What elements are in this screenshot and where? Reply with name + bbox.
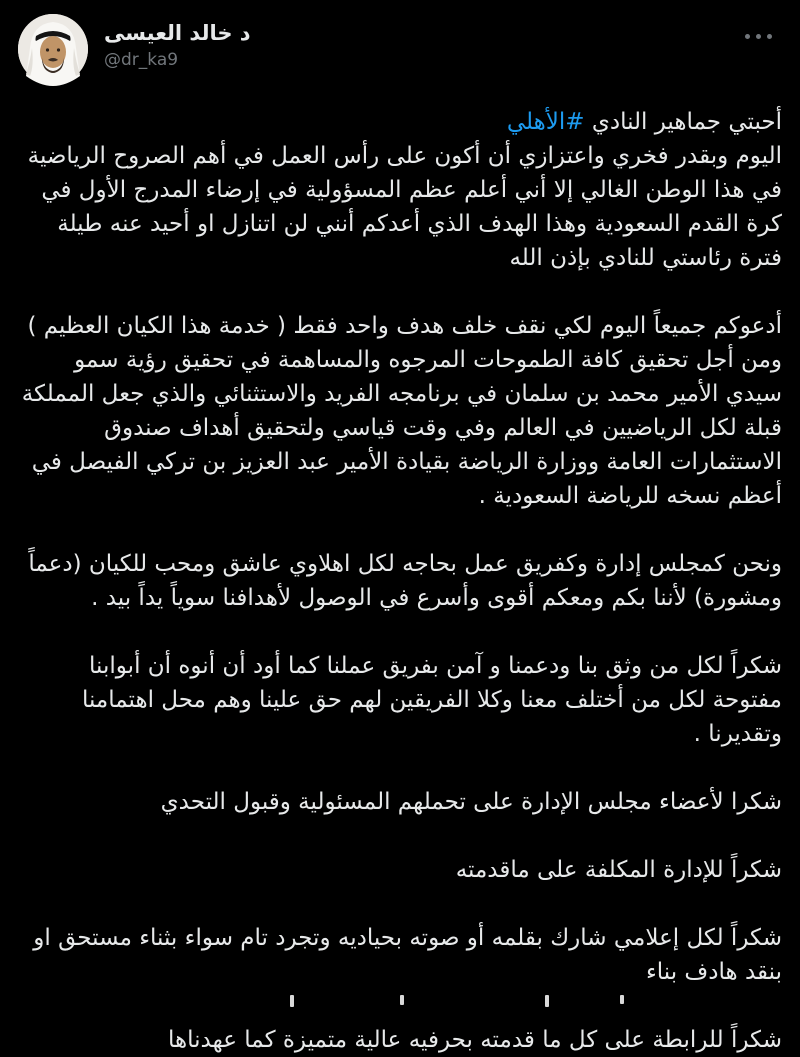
clipped-glyph	[290, 995, 294, 1007]
avatar-image	[18, 14, 88, 84]
tweet-paragraph: شكراً للإدارة المكلفة على ماقدمته	[455, 857, 782, 883]
display-name: د خالد العيسى	[104, 21, 251, 45]
tweet-paragraph: شكراً لكل من وثق بنا ودعمنا و آمن بفريق عملنا كما أود أن أنوه أن أبوابنا مفتوحة لكل من أختلف معنا وكلا الفريقين لهم حق علينا وهم محل اهتمامنا وتقديرنا .	[81, 653, 782, 747]
greeting-text: أحبتي جماهير النادي	[584, 109, 782, 135]
clipped-next-line	[0, 995, 800, 1009]
tweet-paragraph: شكراً لكل إعلامي شارك بقلمه أو صوته بحياديه وتجرد تام سواء بثناء مستحق او بنقد هادف بناء	[33, 925, 782, 985]
more-dot	[767, 34, 772, 39]
user-handle: @dr_ka9	[104, 50, 179, 71]
tweet-body	[0, 105, 800, 1057]
tweet-paragraph: ونحن كمجلس إدارة وكفريق عمل بحاجه لكل اهلاوي عاشق ومحب للكيان (دعماً ومشورة) لأننا بكم ومعكم أقوى وأسرع في الوصول لأهدافنا سوياً يداً بيد .	[28, 551, 782, 611]
hashtag-link[interactable]: #الأهلي	[506, 109, 585, 135]
user-names[interactable]	[104, 14, 251, 71]
tweet-paragraphs	[18, 309, 782, 1057]
clipped-glyph	[400, 995, 404, 1005]
more-dot	[745, 34, 750, 39]
more-horizontal-icon[interactable]	[741, 30, 776, 43]
clipped-glyph	[620, 995, 624, 1004]
intro-text: اليوم وبقدر فخري واعتزازي أن أكون على رأس العمل في أهم الصروح الرياضية في هذا الوطن الغالي إلا أني أعلم عظم المسؤولية في إرضاء المدرج الأول في كرة القدم السعودية وهذا الهدف الذي أعدكم أنني لن اتنازل او أحيد عنه طيلة فترة رئاستي للنادي بإذن الله	[27, 143, 782, 271]
tweet-paragraph: أدعوكم جميعاً اليوم لكي نقف خلف هدف واحد فقط ( خدمة هذا الكيان العظيم ) ومن أجل تحقيق كافة الطموحات المرجوه والمساهمة في تحقيق رؤية سمو سيدي الأمير محمد بن سلمان في برنامجه الفريد والاستثنائي والذي جعل المملكة قبلة لكل الرياضيين في العالم وفي وقت قياسي ولتحقيق أهداف صندوق الاستثمارات العامة ووزارة الرياضة بقيادة الأمير عبد العزيز بن تركي الفيصل في أعظم نسخه للرياضة السعودية .	[21, 313, 782, 509]
clipped-glyph	[545, 995, 549, 1007]
tweet-paragraph: شكراً للرابطة على كل ما قدمته بحرفيه عالية متميزة كما عهدناها	[168, 1027, 782, 1053]
tweet-greeting-line	[18, 105, 782, 275]
avatar[interactable]	[18, 14, 88, 84]
tweet-paragraph: شكرا لأعضاء مجلس الإدارة على تحملهم المسئولية وقبول التحدي	[160, 789, 782, 815]
tweet-header	[0, 0, 800, 84]
more-dot	[756, 34, 761, 39]
